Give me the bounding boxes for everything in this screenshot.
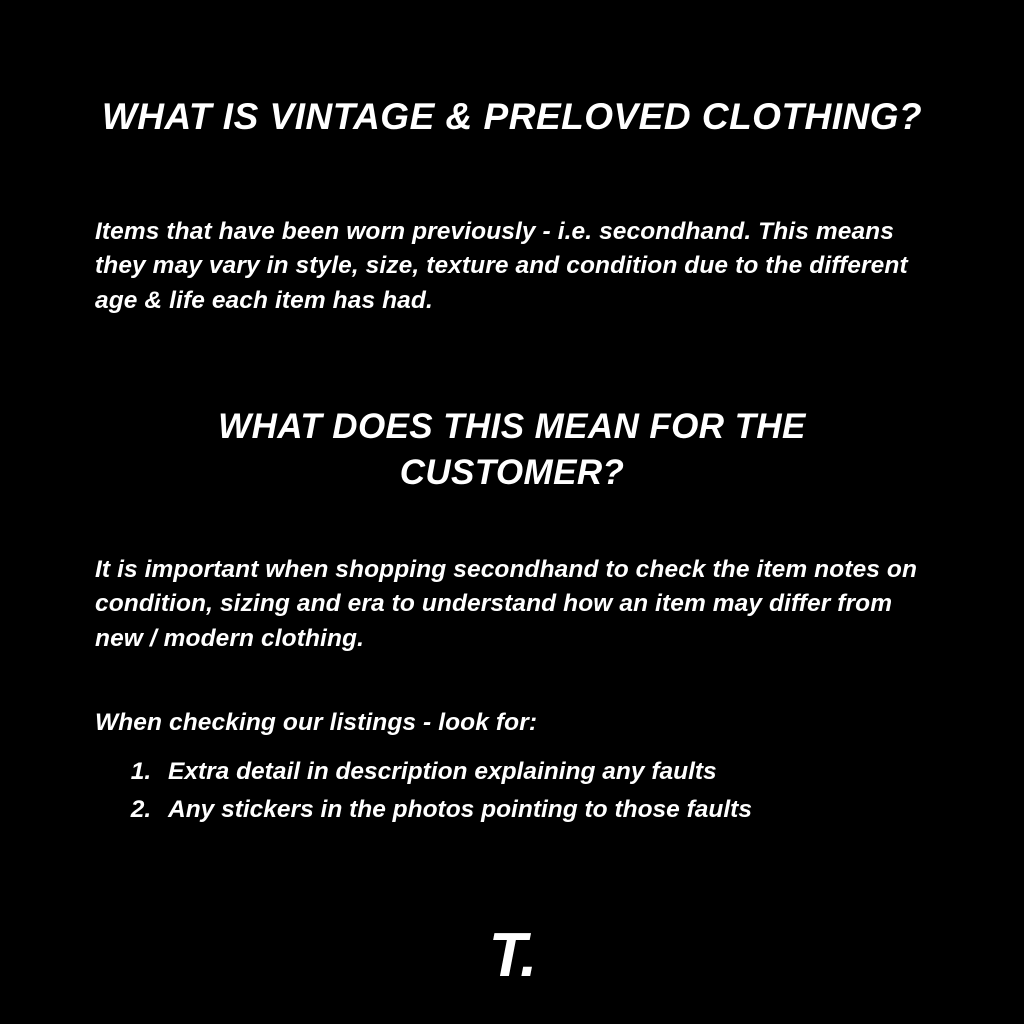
section-heading-customer: WHAT DOES THIS MEAN FOR THE CUSTOMER?	[218, 407, 806, 492]
page-title: WHAT IS VINTAGE & PRELOVED CLOTHING?	[101, 95, 923, 137]
brand-logo: T.	[488, 921, 536, 990]
list-item: 2. Any stickers in the photos pointing to those faults	[158, 791, 1018, 829]
definition-paragraph: Items that have been worn previously - i.e. secondhand. This means they may vary in style, size, texture and condition due to the different age & life each item has had.	[95, 217, 908, 315]
customer-guidance-paragraph: It is important when shopping secondhand to check the item notes on condition, sizing and era to understand how an item may differ from new / modern clothing.	[95, 555, 918, 653]
list-item: 1. Extra detail in description explaining any faults	[158, 753, 1018, 791]
listings-prompt-paragraph: When checking our listings - look for:	[95, 708, 538, 736]
listing-checklist	[118, 753, 1018, 830]
